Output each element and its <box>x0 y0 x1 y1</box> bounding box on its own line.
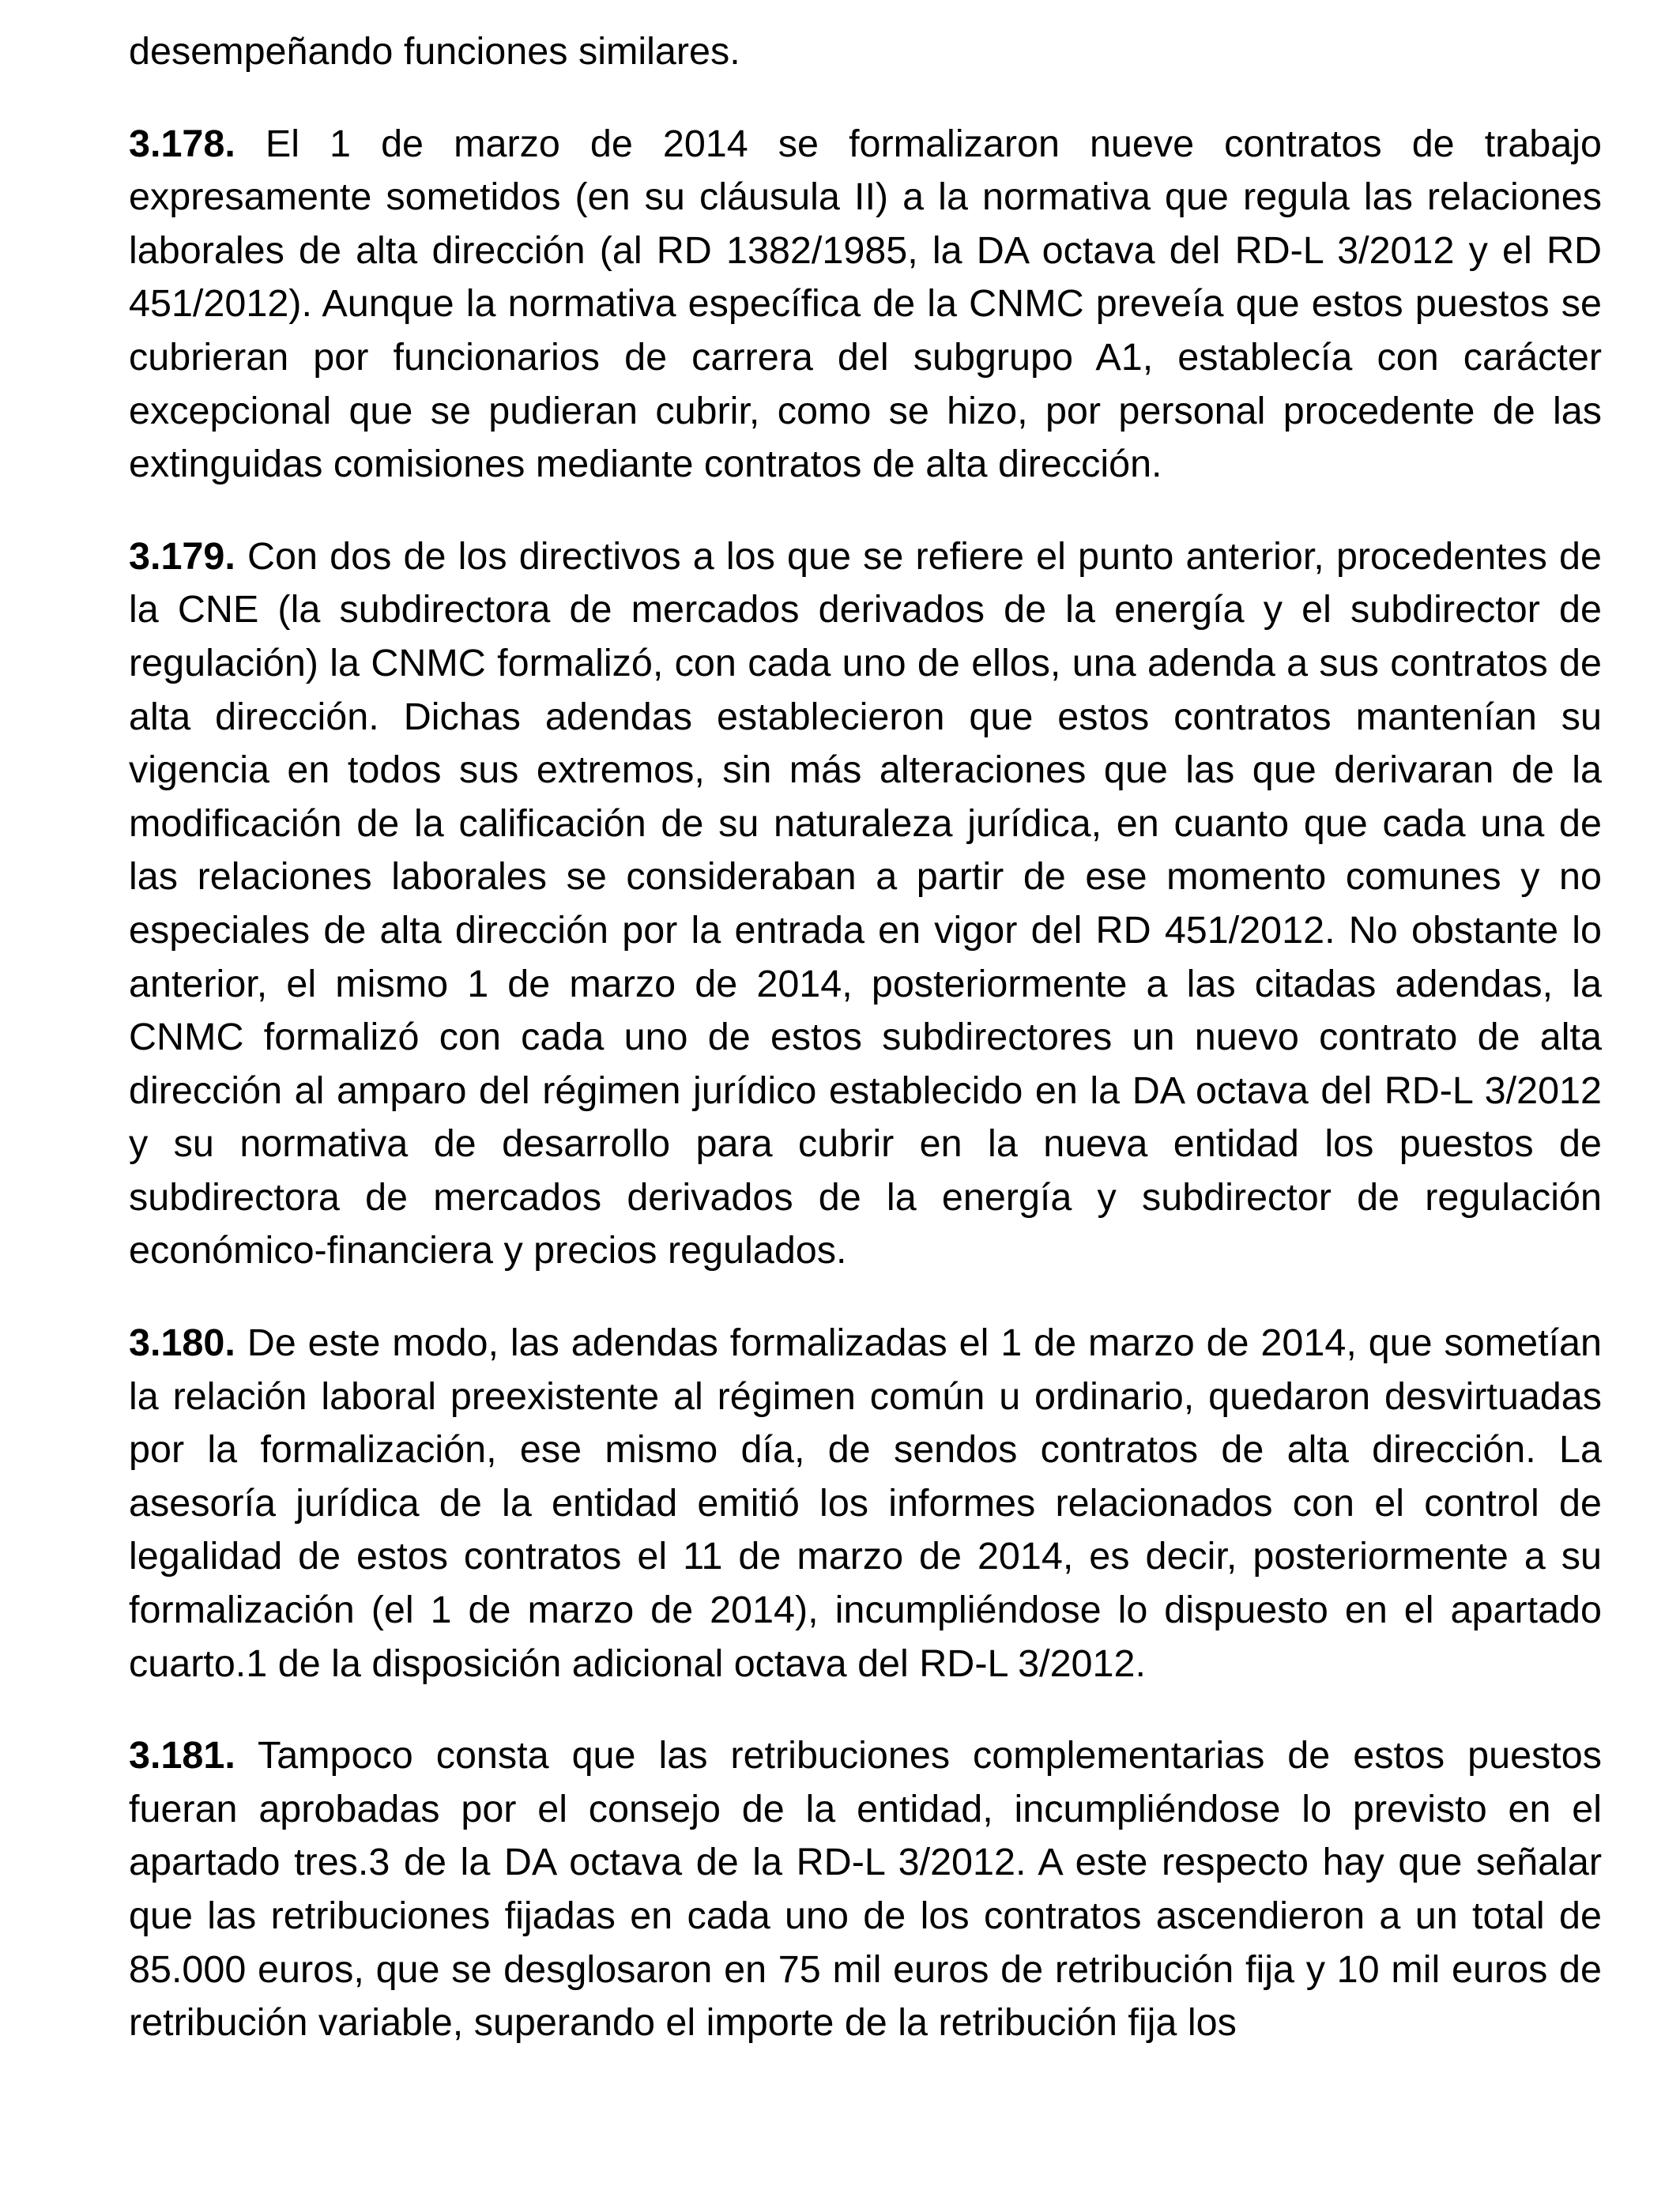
paragraph-number: 3.179. <box>129 534 235 578</box>
document-page <box>129 25 1602 2089</box>
paragraph-number: 3.181. <box>129 1734 235 1777</box>
paragraph-text: De este modo, las adendas formalizadas el 1 de marzo de 2014, que sometían la relación laboral preexistente al régimen común u ordinario, quedaron desvirtuadas por la formalización, ese mismo día, de sendos contratos de alta dirección. La asesoría jurídica de la entidad emitió los informes relacionados con el control de legalidad de estos contratos el 11 de marzo de 2014, es decir, posteriormente a su formalización (el 1 de marzo de 2014), incumpliéndose lo dispuesto en el apartado cuarto.1 de la disposición adicional octava del RD-L 3/2012. <box>129 1321 1602 1685</box>
paragraph-text: Con dos de los directivos a los que se refiere el punto anterior, procedentes de la CNE (la subdirectora de mercados derivados de la energía y el subdirector de regulación) la CNMC formalizó, con cada uno de ellos, una adenda a sus contratos de alta dirección. Dichas adendas establecieron que estos contratos mantenían su vigencia en todos sus extremos, sin más alteraciones que las que derivaran de la modificación de la calificación de su naturaleza jurídica, en cuanto que cada una de las relaciones laborales se consideraban a partir de ese momento comunes y no especiales de alta dirección por la entrada en vigor del RD 451/2012. No obstante lo anterior, el mismo 1 de marzo de 2014, posteriormente a las citadas adendas, la CNMC formalizó con cada uno de estos subdirectores un nuevo contrato de alta dirección al amparo del régimen jurídico establecido en la DA octava del RD-L 3/2012 y su normativa de desarrollo para cubrir en la nueva entidad los puestos de subdirectora de mercados derivados de la energía y subdirector de regulación económico-financiera y precios regulados. <box>129 534 1602 1272</box>
paragraph-text: El 1 de marzo de 2014 se formalizaron nueve contratos de trabajo expresamente sometidos (en su cláusula II) a la normativa que regula las relaciones laborales de alta dirección (al RD 1382/1985, la DA octava del RD-L 3/2012 y el RD 451/2012). Aunque la normativa específica de la CNMC preveía que estos puestos se cubrieran por funcionarios de carrera del subgrupo A1, establecía con carácter excepcional que se pudieran cubrir, como se hizo, por personal procedente de las extinguidas comisiones mediante contratos de alta dirección. <box>129 122 1602 486</box>
continuation-text: desempeñando funciones similares. <box>129 30 740 73</box>
paragraph-3-178 <box>129 118 1602 492</box>
paragraph-3-180 <box>129 1317 1602 1691</box>
paragraph-number: 3.178. <box>129 122 235 165</box>
paragraph-3-179 <box>129 530 1602 1278</box>
paragraph-number: 3.180. <box>129 1321 235 1365</box>
paragraph-3-181 <box>129 1729 1602 2050</box>
paragraph-text: Tampoco consta que las retribuciones complementarias de estos puestos fueran aprobadas por el consejo de la entidad, incumpliéndose lo previsto en el apartado tres.3 de la DA octava de la RD-L 3/2012. A este respecto hay que señalar que las retribuciones fijadas en cada uno de los contratos ascendieron a un total de 85.000 euros, que se desglosaron en 75 mil euros de retribución fija y 10 mil euros de retribución variable, superando el importe de la retribución fija los <box>129 1734 1602 2045</box>
